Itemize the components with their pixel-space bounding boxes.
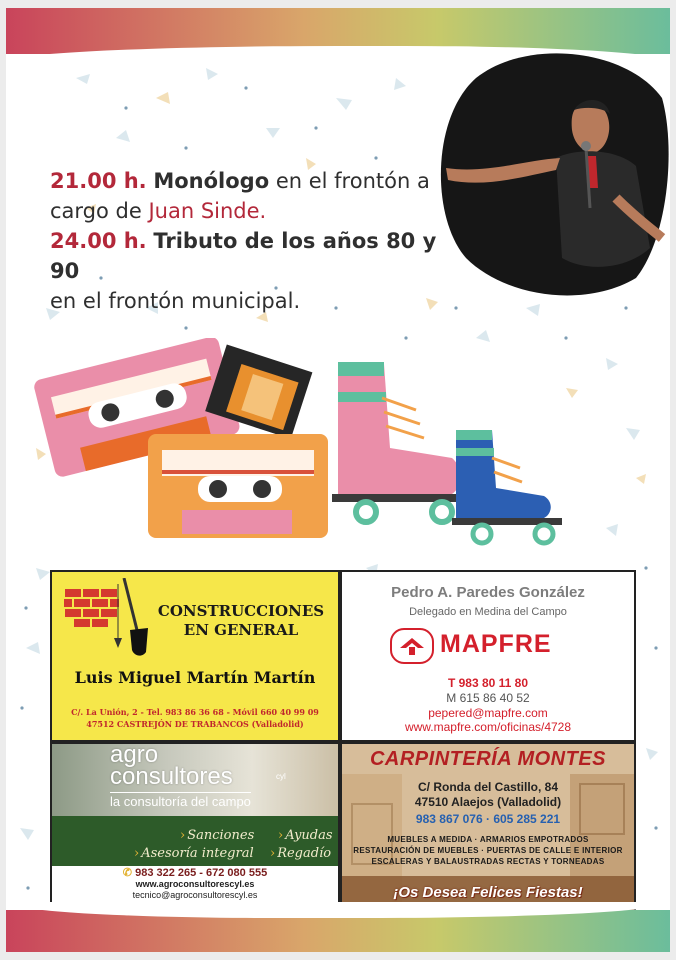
email-link[interactable]: pepered@mapfre.com [428,706,548,720]
web-link[interactable]: www.agroconsultorescyl.es [135,879,255,889]
title-line: CONSTRUCCIONES [157,602,325,620]
phone-icon: ✆ [122,867,136,879]
sponsor-ads-grid [50,570,636,920]
ad-carpinteria-montes [342,744,634,918]
program-line-3 [50,226,450,286]
web-link[interactable]: www.mapfre.com/oficinas/4728 [404,720,572,734]
mapfre-logo [388,626,588,664]
service-item: › Asesoría integral [134,846,254,861]
email-link[interactable]: tecnico@agroconsultorescyl.es [132,890,258,900]
event-text: cargo de [50,199,149,223]
agent-role: Delegado en Medina del Campo [409,606,567,618]
mobile-line: M 615 86 40 52 [446,691,530,705]
event-program [50,166,450,316]
mapfre-logo-icon [390,628,434,664]
service-line: RESTAURACIÓN DE MUEBLES · PUERTAS DE CALLE E INTERIOR [353,846,623,855]
service-item: › Ayudas [278,828,333,843]
service-line: MUEBLES A MEDIDA · ARMARIOS EMPOTRADOS [387,835,589,844]
comedian-photo [436,48,670,305]
greeting-text: ¡Os Desea Felices Fiestas! [393,884,583,901]
phone-line [52,868,338,879]
phone-numbers: 983 322 265 - 672 080 555 [135,867,268,879]
address-line: 47512 CASTREJÓN DE TRABANCOS (Valladolid) [86,719,304,729]
service-item: › Sanciones [180,828,254,843]
address-line: C/. La Unión, 2 - Tel. 983 86 36 68 - Móvil 660 40 99 09 [71,707,319,717]
services-list [342,834,634,867]
title-line: EN GENERAL [183,621,299,639]
owner-name: Luis Miguel Martín Martín [74,668,316,687]
event-title: Monólogo [153,169,270,193]
logo-line: consultores [110,763,233,790]
logo-suffix: cyl [276,772,286,781]
bottom-color-band [6,910,670,952]
event-title: Tributo de los años 80 y 90 [50,229,437,283]
ad-agroconsultores [52,744,338,918]
cassette-orange-icon [148,434,328,538]
agent-name: Pedro A. Paredes González [391,584,585,601]
business-title: CARPINTERÍA MONTES [369,748,607,770]
phone-line: T 983 80 11 80 [447,676,529,690]
event-time: 24.00 h. [50,229,147,253]
retro-80s-illustration [32,338,572,548]
event-time: 21.00 h. [50,169,147,193]
logo-line: agro [110,744,159,768]
roller-skate-pink-icon [332,362,462,522]
ad-construcciones [52,572,338,740]
business-title [148,602,334,640]
event-text: en el frontón a [269,169,430,193]
phone-numbers: 983 867 076 · 605 285 221 [415,812,561,826]
service-line: ESCALERAS Y BALAUSTRADAS RECTAS Y TORNEADAS [371,857,605,866]
agro-logo [110,744,233,788]
business-address [342,780,634,810]
service-item: › Regadío [270,846,331,861]
brick-wall-icon [64,584,120,632]
agro-tagline: la consultoría del campo [110,794,251,809]
roller-skate-blue-icon [452,430,562,543]
performer-name: Juan Sinde. [148,199,267,223]
program-line-1 [50,166,450,196]
brand-name: MAPFRE [440,630,552,658]
program-line-4: en el frontón municipal. [50,289,301,313]
address-line: C/ Ronda del Castillo, 84 [417,780,559,794]
business-address [52,706,338,730]
agro-contact [52,868,338,901]
address-line: 47510 Alaejos (Valladolid) [414,795,562,809]
poster [6,8,670,952]
ad-mapfre [342,572,634,740]
program-line-2 [50,196,450,226]
